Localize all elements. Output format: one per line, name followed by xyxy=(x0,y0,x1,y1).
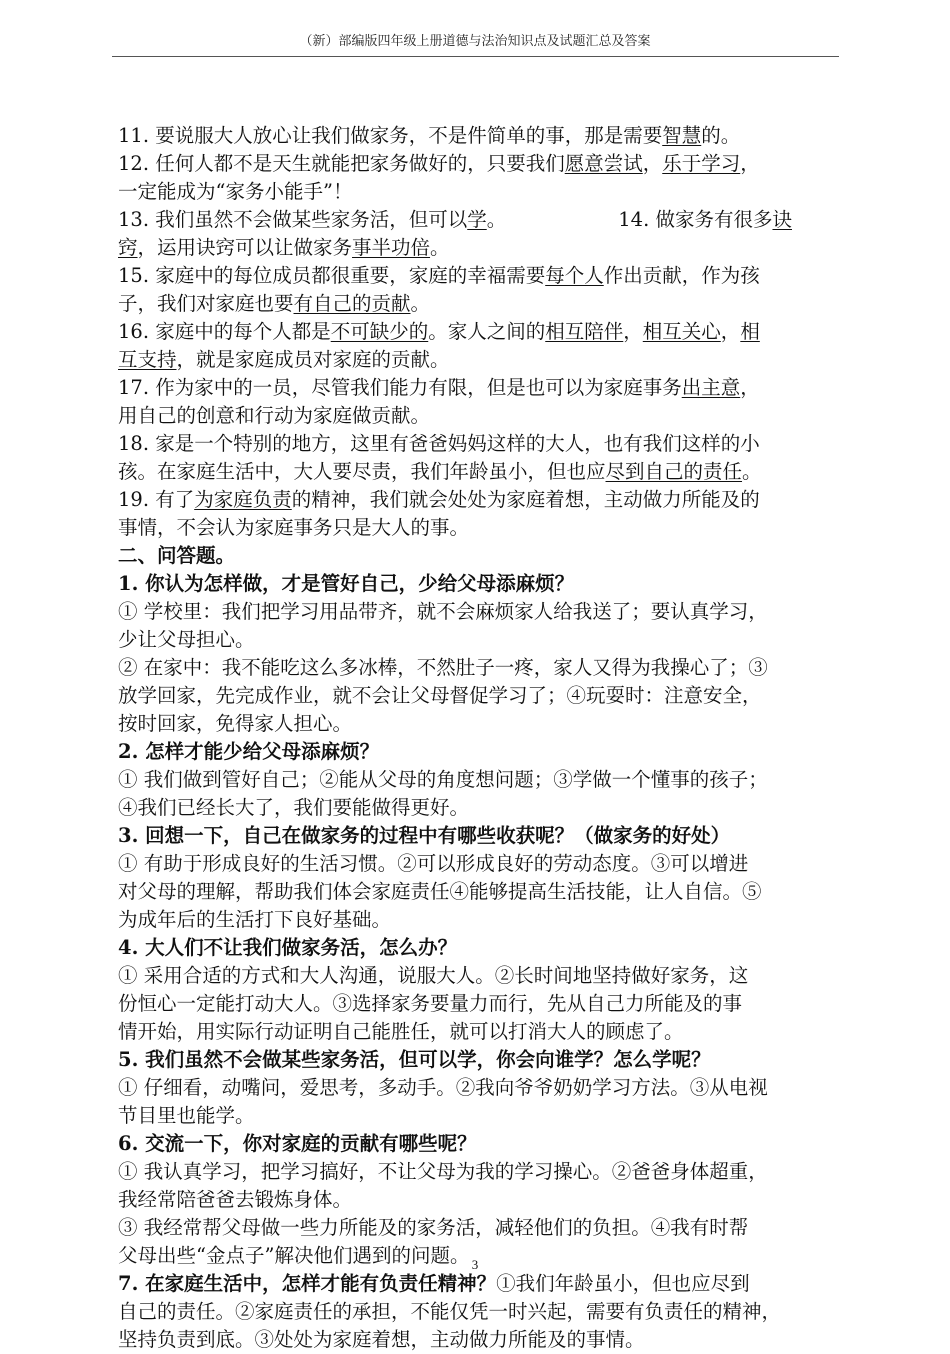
fill-item-19: 19. 有了为家庭负责的精神，我们就会处处为家庭着想，主动做力所能及的 xyxy=(118,488,760,511)
answer-blank: 出主意 xyxy=(681,376,741,399)
fill-item-13: 13. 我们虽然不会做某些家务活，但可以学。 xyxy=(118,208,507,231)
fill-item-18: 18. 家是一个特别的地方，这里有爸爸妈妈这样的大人，也有我们这样的小 xyxy=(118,432,760,455)
fill-item-12: 12. 任何人都不是天生就能把家务做好的，只要我们愿意尝试，乐于学习， xyxy=(118,152,760,175)
answer-blank: 不可缺少的 xyxy=(330,320,429,343)
answer-blank: 诀 xyxy=(772,208,792,231)
fill-item-11: 11. 要说服大人放心让我们做家务，不是件简单的事，那是需要智慧的。 xyxy=(118,124,741,147)
question-7: 7. 在家庭生活中，怎样才能有负责任精神？①我们年龄虽小，但也应尽到 xyxy=(118,1272,750,1295)
answer-line: ① 仔细看，动嘴问，爱思考，多动手。②我向爷爷奶奶学习方法。③从电视 xyxy=(118,1076,768,1099)
question-6: 6. 交流一下，你对家庭的贡献有哪些呢？ xyxy=(118,1132,477,1155)
fill-item-14: 14. 做家务有很多诀 xyxy=(618,208,792,231)
answer-line: ① 采用合适的方式和大人沟通，说服大人。②长时间地坚持做好家务，这 xyxy=(118,964,749,987)
answer-line: ③ 我经常帮父母做一些力所能及的家务活，减轻他们的负担。④我有时帮 xyxy=(118,1216,749,1239)
answer-line: 情开始，用实际行动证明自己能胜任，就可以打消大人的顾虑了。 xyxy=(118,1020,684,1043)
fill-item-19-cont: 事情，不会认为家庭事务只是大人的事。 xyxy=(118,516,470,539)
answer-line: ① 学校里：我们把学习用品带齐，就不会麻烦家人给我送了；要认真学习， xyxy=(118,600,768,623)
page-number: 3 xyxy=(471,1257,479,1272)
question-2: 2. 怎样才能少给父母添麻烦？ xyxy=(118,740,380,763)
section-title: 二、问答题。 xyxy=(118,544,236,567)
question-3: 3. 回想一下，自己在做家务的过程中有哪些收获呢？（做家务的好处） xyxy=(118,824,731,847)
answer-blank: 学 xyxy=(467,208,487,231)
answer-line: 父母出些“金点子”解决他们遇到的问题。 xyxy=(118,1244,470,1267)
header-divider xyxy=(112,56,839,57)
page-header: （新）部编版四年级上册道德与法治知识点及试题汇总及答案 xyxy=(299,34,651,49)
answer-blank: 互支持 xyxy=(118,348,177,371)
answer-line: 我经常陪爸爸去锻炼身体。 xyxy=(118,1188,353,1211)
answer-line: 按时回家，免得家人担心。 xyxy=(118,712,353,735)
fill-item-17-cont: 用自己的创意和行动为家庭做贡献。 xyxy=(118,404,431,427)
document-body xyxy=(118,122,836,1354)
answer-blank: 愿意尝试 xyxy=(564,152,643,175)
fill-item-16: 16. 家庭中的每个人都是不可缺少的。家人之间的相互陪伴，相互关心，相 xyxy=(118,320,760,343)
answer-line: 份恒心一定能打动大人。③选择家务要量力而行，先从自己力所能及的事 xyxy=(118,992,743,1015)
fill-item-14-cont: 窍，运用诀窍可以让做家务事半功倍。 xyxy=(118,236,450,259)
answer-line: 节目里也能学。 xyxy=(118,1104,255,1127)
answer-line: 自己的责任。②家庭责任的承担，不能仅凭一时兴起，需要有负责任的精神， xyxy=(118,1300,782,1323)
answer-line: 对父母的理解，帮助我们体会家庭责任④能够提高生活技能，让人自信。⑤ xyxy=(118,880,762,903)
answer-blank: 有自己的贡献 xyxy=(293,292,411,315)
question-4: 4. 大人们不让我们做家务活，怎么办？ xyxy=(118,936,458,959)
question-5: 5. 我们虽然不会做某些家务活，但可以学，你会向谁学？怎么学呢？ xyxy=(118,1048,711,1071)
fill-item-13-14 xyxy=(118,206,836,234)
answer-blank: 窍 xyxy=(118,236,138,259)
fill-item-17: 17. 作为家中的一员，尽管我们能力有限，但是也可以为家庭事务出主意， xyxy=(118,376,760,399)
answer-line: 少让父母担心。 xyxy=(118,628,255,651)
answer-line: 放学回家，先完成作业，就不会让父母督促学习了；④玩耍时：注意安全， xyxy=(118,684,762,707)
answer-blank: 尽到自己的责任 xyxy=(605,460,743,483)
answer-line: 坚持负责到底。③处处为家庭着想，主动做力所能及的事情。 xyxy=(118,1328,645,1351)
answer-blank: 每个人 xyxy=(545,264,604,287)
answer-blank: 事半功倍 xyxy=(352,236,431,259)
answer-line: ② 在家中：我不能吃这么多冰棒，不然肚子一疼，家人又得为我操心了；③ xyxy=(118,656,768,679)
answer-line: ① 我认真学习，把学习搞好，不让父母为我的学习操心。②爸爸身体超重， xyxy=(118,1160,768,1183)
answer-blank: 为家庭负责 xyxy=(194,488,292,511)
fill-item-12-cont: 一定能成为“家务小能手”！ xyxy=(118,180,353,203)
fill-item-15-cont: 子，我们对家庭也要有自己的贡献。 xyxy=(118,292,431,315)
answer-blank: 相互关心 xyxy=(642,320,721,343)
answer-blank: 相互陪伴 xyxy=(545,320,624,343)
answer-line: 为成年后的生活打下良好基础。 xyxy=(118,908,392,931)
answer-line: ④我们已经长大了，我们要能做得更好。 xyxy=(118,796,470,819)
fill-item-16-cont: 互支持，就是家庭成员对家庭的贡献。 xyxy=(118,348,450,371)
answer-line: ① 有助于形成良好的生活习惯。②可以形成良好的劳动态度。③可以增进 xyxy=(118,852,749,875)
question-1: 1. 你认为怎样做，才是管好自己，少给父母添麻烦？ xyxy=(118,572,575,595)
fill-item-18-cont: 孩。在家庭生活中，大人要尽责，我们年龄虽小，但也应尽到自己的责任。 xyxy=(118,460,762,483)
fill-item-15: 15. 家庭中的每位成员都很重要，家庭的幸福需要每个人作出贡献，作为孩 xyxy=(118,264,760,287)
answer-line: ① 我们做到管好自己；②能从父母的角度想问题；③学做一个懂事的孩子； xyxy=(118,768,768,791)
answer-blank: 乐于学习 xyxy=(662,152,741,175)
answer-blank: 智慧 xyxy=(662,124,702,147)
answer-blank: 相 xyxy=(740,320,760,343)
